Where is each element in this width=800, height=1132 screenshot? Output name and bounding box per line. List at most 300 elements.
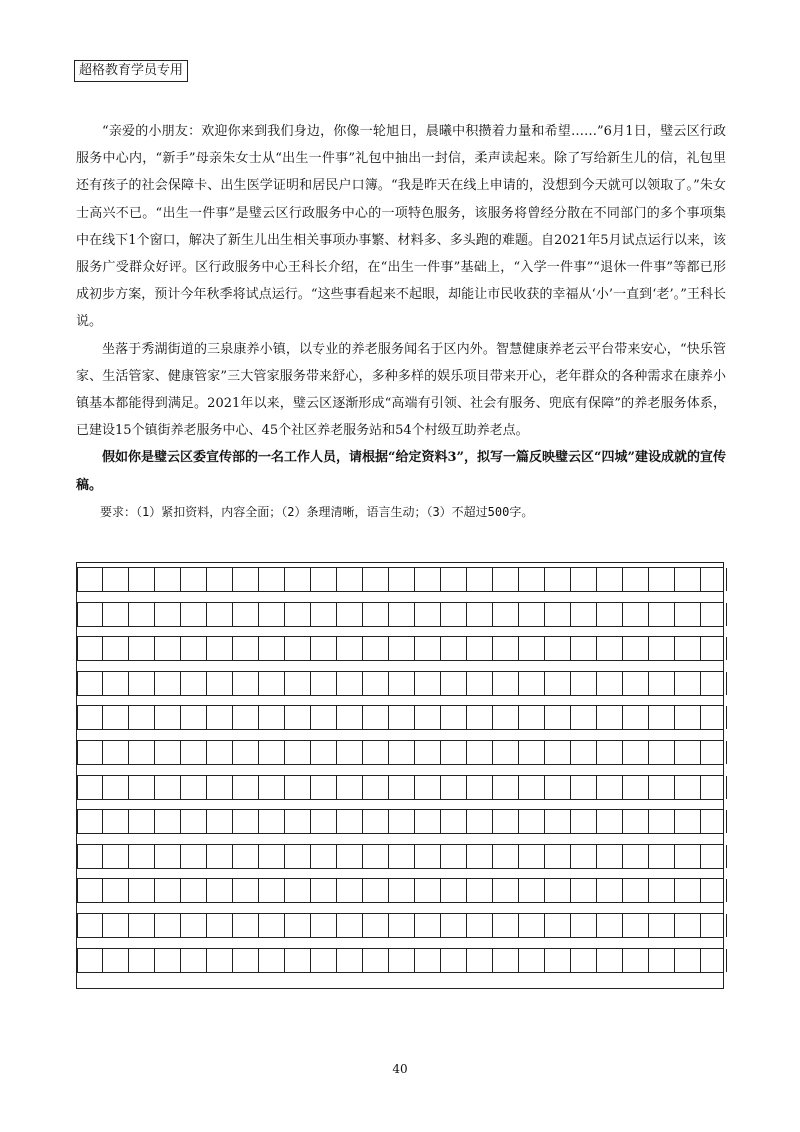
grid-cell[interactable] — [545, 568, 571, 591]
grid-cell[interactable] — [701, 741, 727, 764]
grid-cell[interactable] — [363, 706, 389, 729]
grid-cell[interactable] — [493, 568, 519, 591]
grid-cell[interactable] — [675, 568, 701, 591]
grid-cell[interactable] — [519, 637, 545, 660]
grid-cell[interactable] — [649, 568, 675, 591]
grid-cell[interactable] — [519, 672, 545, 695]
grid-cell[interactable] — [415, 914, 441, 937]
grid-cell[interactable] — [285, 914, 311, 937]
grid-cell[interactable] — [233, 706, 259, 729]
grid-cell[interactable] — [441, 672, 467, 695]
grid-cell[interactable] — [181, 706, 207, 729]
grid-cell[interactable] — [467, 879, 493, 902]
grid-cell[interactable] — [649, 845, 675, 868]
grid-cell[interactable] — [623, 637, 649, 660]
grid-cell[interactable] — [467, 603, 493, 626]
grid-cell[interactable] — [649, 706, 675, 729]
grid-cell[interactable] — [675, 706, 701, 729]
grid-cell[interactable] — [623, 810, 649, 833]
grid-cell[interactable] — [363, 879, 389, 902]
grid-cell[interactable] — [597, 672, 623, 695]
grid-cell[interactable] — [493, 603, 519, 626]
grid-cell[interactable] — [181, 568, 207, 591]
grid-cell[interactable] — [623, 672, 649, 695]
grid-cell[interactable] — [389, 741, 415, 764]
grid-cell[interactable] — [519, 603, 545, 626]
grid-cell[interactable] — [311, 845, 337, 868]
grid-cell[interactable] — [571, 845, 597, 868]
grid-cell[interactable] — [623, 879, 649, 902]
grid-cell[interactable] — [675, 949, 701, 972]
grid-cell[interactable] — [389, 845, 415, 868]
grid-cell[interactable] — [675, 741, 701, 764]
grid-cell[interactable] — [311, 741, 337, 764]
grid-cell[interactable] — [155, 637, 181, 660]
grid-cell[interactable] — [415, 603, 441, 626]
grid-cell[interactable] — [701, 845, 727, 868]
grid-cell[interactable] — [389, 879, 415, 902]
grid-cell[interactable] — [103, 879, 129, 902]
grid-cell[interactable] — [207, 845, 233, 868]
grid-cell[interactable] — [259, 879, 285, 902]
grid-cell[interactable] — [649, 741, 675, 764]
grid-cell[interactable] — [701, 879, 727, 902]
grid-cell[interactable] — [103, 603, 129, 626]
grid-cell[interactable] — [493, 879, 519, 902]
grid-cell[interactable] — [129, 914, 155, 937]
grid-cell[interactable] — [129, 568, 155, 591]
grid-cell[interactable] — [545, 741, 571, 764]
grid-cell[interactable] — [415, 672, 441, 695]
grid-cell[interactable] — [233, 810, 259, 833]
grid-cell[interactable] — [623, 845, 649, 868]
grid-cell[interactable] — [649, 949, 675, 972]
grid-cell[interactable] — [441, 603, 467, 626]
grid-cell[interactable] — [545, 603, 571, 626]
grid-cell[interactable] — [259, 568, 285, 591]
grid-cell[interactable] — [415, 741, 441, 764]
grid-cell[interactable] — [623, 568, 649, 591]
grid-cell[interactable] — [545, 949, 571, 972]
grid-cell[interactable] — [519, 810, 545, 833]
grid-cell[interactable] — [259, 706, 285, 729]
grid-cell[interactable] — [415, 637, 441, 660]
grid-cell[interactable] — [389, 637, 415, 660]
answer-grid[interactable] — [76, 562, 724, 989]
grid-cell[interactable] — [519, 949, 545, 972]
grid-cell[interactable] — [207, 879, 233, 902]
grid-cell[interactable] — [363, 603, 389, 626]
grid-cell[interactable] — [675, 672, 701, 695]
grid-cell[interactable] — [285, 879, 311, 902]
grid-cell[interactable] — [155, 879, 181, 902]
grid-cell[interactable] — [155, 776, 181, 799]
grid-cell[interactable] — [181, 879, 207, 902]
grid-cell[interactable] — [701, 637, 727, 660]
grid-cell[interactable] — [233, 637, 259, 660]
grid-cell[interactable] — [77, 810, 103, 833]
grid-cell[interactable] — [129, 672, 155, 695]
grid-cell[interactable] — [207, 672, 233, 695]
grid-cell[interactable] — [129, 603, 155, 626]
grid-cell[interactable] — [77, 845, 103, 868]
grid-cell[interactable] — [77, 776, 103, 799]
grid-cell[interactable] — [649, 914, 675, 937]
grid-cell[interactable] — [545, 637, 571, 660]
grid-cell[interactable] — [259, 637, 285, 660]
grid-cell[interactable] — [77, 914, 103, 937]
grid-cell[interactable] — [311, 879, 337, 902]
grid-cell[interactable] — [311, 603, 337, 626]
grid-cell[interactable] — [181, 603, 207, 626]
grid-cell[interactable] — [337, 879, 363, 902]
grid-cell[interactable] — [77, 637, 103, 660]
grid-cell[interactable] — [155, 741, 181, 764]
grid-cell[interactable] — [389, 810, 415, 833]
grid-cell[interactable] — [649, 603, 675, 626]
grid-cell[interactable] — [285, 810, 311, 833]
grid-cell[interactable] — [623, 776, 649, 799]
grid-cell[interactable] — [467, 914, 493, 937]
grid-cell[interactable] — [389, 949, 415, 972]
grid-cell[interactable] — [545, 776, 571, 799]
grid-cell[interactable] — [155, 672, 181, 695]
grid-cell[interactable] — [259, 810, 285, 833]
grid-cell[interactable] — [103, 672, 129, 695]
grid-cell[interactable] — [311, 672, 337, 695]
grid-cell[interactable] — [77, 568, 103, 591]
grid-cell[interactable] — [233, 914, 259, 937]
grid-cell[interactable] — [571, 603, 597, 626]
grid-cell[interactable] — [129, 706, 155, 729]
grid-cell[interactable] — [701, 810, 727, 833]
grid-cell[interactable] — [363, 568, 389, 591]
grid-cell[interactable] — [545, 845, 571, 868]
grid-cell[interactable] — [207, 568, 233, 591]
grid-cell[interactable] — [207, 776, 233, 799]
grid-cell[interactable] — [441, 810, 467, 833]
grid-cell[interactable] — [467, 810, 493, 833]
grid-cell[interactable] — [233, 845, 259, 868]
grid-cell[interactable] — [285, 672, 311, 695]
grid-cell[interactable] — [103, 810, 129, 833]
grid-cell[interactable] — [207, 637, 233, 660]
grid-cell[interactable] — [77, 672, 103, 695]
grid-cell[interactable] — [389, 568, 415, 591]
grid-cell[interactable] — [571, 949, 597, 972]
grid-cell[interactable] — [519, 879, 545, 902]
grid-cell[interactable] — [415, 879, 441, 902]
grid-cell[interactable] — [285, 776, 311, 799]
grid-cell[interactable] — [493, 914, 519, 937]
grid-cell[interactable] — [77, 949, 103, 972]
grid-cell[interactable] — [597, 637, 623, 660]
grid-cell[interactable] — [285, 949, 311, 972]
grid-cell[interactable] — [337, 845, 363, 868]
grid-cell[interactable] — [519, 845, 545, 868]
grid-cell[interactable] — [571, 568, 597, 591]
grid-cell[interactable] — [77, 603, 103, 626]
grid-cell[interactable] — [103, 706, 129, 729]
grid-cell[interactable] — [103, 949, 129, 972]
grid-cell[interactable] — [285, 845, 311, 868]
grid-cell[interactable] — [103, 845, 129, 868]
grid-cell[interactable] — [337, 949, 363, 972]
grid-cell[interactable] — [467, 949, 493, 972]
grid-cell[interactable] — [389, 672, 415, 695]
grid-cell[interactable] — [337, 672, 363, 695]
grid-cell[interactable] — [337, 741, 363, 764]
grid-cell[interactable] — [545, 914, 571, 937]
grid-cell[interactable] — [597, 845, 623, 868]
grid-cell[interactable] — [467, 637, 493, 660]
grid-cell[interactable] — [311, 568, 337, 591]
grid-cell[interactable] — [363, 672, 389, 695]
grid-cell[interactable] — [415, 776, 441, 799]
grid-cell[interactable] — [675, 637, 701, 660]
grid-cell[interactable] — [467, 776, 493, 799]
grid-cell[interactable] — [545, 810, 571, 833]
grid-cell[interactable] — [207, 603, 233, 626]
grid-cell[interactable] — [129, 845, 155, 868]
grid-cell[interactable] — [597, 741, 623, 764]
grid-cell[interactable] — [675, 603, 701, 626]
grid-cell[interactable] — [155, 706, 181, 729]
grid-cell[interactable] — [571, 672, 597, 695]
grid-cell[interactable] — [181, 914, 207, 937]
grid-cell[interactable] — [155, 949, 181, 972]
grid-cell[interactable] — [597, 914, 623, 937]
grid-cell[interactable] — [493, 845, 519, 868]
grid-cell[interactable] — [363, 914, 389, 937]
grid-cell[interactable] — [571, 706, 597, 729]
grid-cell[interactable] — [233, 949, 259, 972]
grid-cell[interactable] — [493, 810, 519, 833]
grid-cell[interactable] — [207, 914, 233, 937]
grid-cell[interactable] — [181, 672, 207, 695]
grid-cell[interactable] — [623, 706, 649, 729]
grid-cell[interactable] — [493, 672, 519, 695]
grid-cell[interactable] — [701, 568, 727, 591]
grid-cell[interactable] — [155, 914, 181, 937]
grid-cell[interactable] — [337, 776, 363, 799]
grid-cell[interactable] — [129, 810, 155, 833]
grid-cell[interactable] — [337, 603, 363, 626]
grid-cell[interactable] — [649, 672, 675, 695]
grid-cell[interactable] — [77, 879, 103, 902]
grid-cell[interactable] — [571, 810, 597, 833]
grid-cell[interactable] — [493, 637, 519, 660]
grid-cell[interactable] — [675, 776, 701, 799]
grid-cell[interactable] — [311, 949, 337, 972]
grid-cell[interactable] — [285, 706, 311, 729]
grid-cell[interactable] — [493, 949, 519, 972]
grid-cell[interactable] — [155, 810, 181, 833]
grid-cell[interactable] — [103, 741, 129, 764]
grid-cell[interactable] — [337, 568, 363, 591]
grid-cell[interactable] — [467, 845, 493, 868]
grid-cell[interactable] — [675, 845, 701, 868]
grid-cell[interactable] — [493, 706, 519, 729]
grid-cell[interactable] — [649, 810, 675, 833]
grid-cell[interactable] — [701, 914, 727, 937]
grid-cell[interactable] — [467, 568, 493, 591]
grid-cell[interactable] — [389, 914, 415, 937]
grid-cell[interactable] — [701, 603, 727, 626]
grid-cell[interactable] — [285, 741, 311, 764]
grid-cell[interactable] — [519, 741, 545, 764]
grid-cell[interactable] — [441, 568, 467, 591]
grid-cell[interactable] — [129, 949, 155, 972]
grid-cell[interactable] — [701, 706, 727, 729]
grid-cell[interactable] — [623, 949, 649, 972]
grid-cell[interactable] — [77, 741, 103, 764]
grid-cell[interactable] — [493, 776, 519, 799]
grid-cell[interactable] — [441, 637, 467, 660]
grid-cell[interactable] — [441, 949, 467, 972]
grid-cell[interactable] — [285, 637, 311, 660]
grid-cell[interactable] — [519, 776, 545, 799]
grid-cell[interactable] — [675, 914, 701, 937]
grid-cell[interactable] — [103, 637, 129, 660]
grid-cell[interactable] — [311, 810, 337, 833]
grid-cell[interactable] — [259, 776, 285, 799]
grid-cell[interactable] — [441, 776, 467, 799]
grid-cell[interactable] — [441, 914, 467, 937]
grid-cell[interactable] — [259, 949, 285, 972]
grid-cell[interactable] — [363, 776, 389, 799]
grid-cell[interactable] — [415, 706, 441, 729]
grid-cell[interactable] — [311, 776, 337, 799]
grid-cell[interactable] — [259, 741, 285, 764]
grid-cell[interactable] — [103, 776, 129, 799]
grid-cell[interactable] — [597, 949, 623, 972]
grid-cell[interactable] — [155, 568, 181, 591]
grid-cell[interactable] — [545, 706, 571, 729]
grid-cell[interactable] — [623, 603, 649, 626]
grid-cell[interactable] — [207, 706, 233, 729]
grid-cell[interactable] — [441, 741, 467, 764]
grid-cell[interactable] — [207, 810, 233, 833]
grid-cell[interactable] — [545, 879, 571, 902]
grid-cell[interactable] — [701, 776, 727, 799]
grid-cell[interactable] — [389, 706, 415, 729]
grid-cell[interactable] — [623, 914, 649, 937]
grid-cell[interactable] — [519, 568, 545, 591]
grid-cell[interactable] — [571, 879, 597, 902]
grid-cell[interactable] — [363, 845, 389, 868]
grid-cell[interactable] — [129, 776, 155, 799]
grid-cell[interactable] — [467, 741, 493, 764]
grid-cell[interactable] — [181, 810, 207, 833]
grid-cell[interactable] — [259, 845, 285, 868]
grid-cell[interactable] — [389, 776, 415, 799]
grid-cell[interactable] — [597, 568, 623, 591]
grid-cell[interactable] — [467, 672, 493, 695]
grid-cell[interactable] — [623, 741, 649, 764]
grid-cell[interactable] — [233, 741, 259, 764]
grid-cell[interactable] — [103, 914, 129, 937]
grid-cell[interactable] — [233, 603, 259, 626]
grid-cell[interactable] — [597, 879, 623, 902]
grid-cell[interactable] — [701, 672, 727, 695]
grid-cell[interactable] — [129, 741, 155, 764]
grid-cell[interactable] — [441, 845, 467, 868]
grid-cell[interactable] — [649, 637, 675, 660]
grid-cell[interactable] — [233, 879, 259, 902]
grid-cell[interactable] — [571, 914, 597, 937]
grid-cell[interactable] — [181, 637, 207, 660]
grid-cell[interactable] — [77, 706, 103, 729]
grid-cell[interactable] — [207, 949, 233, 972]
grid-cell[interactable] — [233, 568, 259, 591]
grid-cell[interactable] — [597, 776, 623, 799]
grid-cell[interactable] — [415, 949, 441, 972]
grid-cell[interactable] — [597, 706, 623, 729]
grid-cell[interactable] — [649, 879, 675, 902]
grid-cell[interactable] — [675, 810, 701, 833]
grid-cell[interactable] — [311, 914, 337, 937]
grid-cell[interactable] — [181, 776, 207, 799]
grid-cell[interactable] — [233, 672, 259, 695]
grid-cell[interactable] — [155, 845, 181, 868]
grid-cell[interactable] — [259, 603, 285, 626]
grid-cell[interactable] — [415, 568, 441, 591]
grid-cell[interactable] — [649, 776, 675, 799]
grid-cell[interactable] — [467, 706, 493, 729]
grid-cell[interactable] — [389, 603, 415, 626]
grid-cell[interactable] — [129, 637, 155, 660]
grid-cell[interactable] — [571, 637, 597, 660]
grid-cell[interactable] — [181, 845, 207, 868]
grid-cell[interactable] — [597, 810, 623, 833]
grid-cell[interactable] — [181, 949, 207, 972]
grid-cell[interactable] — [363, 949, 389, 972]
grid-cell[interactable] — [103, 568, 129, 591]
grid-cell[interactable] — [337, 914, 363, 937]
grid-cell[interactable] — [571, 741, 597, 764]
grid-cell[interactable] — [363, 637, 389, 660]
grid-cell[interactable] — [259, 914, 285, 937]
grid-cell[interactable] — [285, 603, 311, 626]
grid-cell[interactable] — [337, 637, 363, 660]
grid-cell[interactable] — [415, 810, 441, 833]
grid-cell[interactable] — [519, 914, 545, 937]
grid-cell[interactable] — [311, 706, 337, 729]
grid-cell[interactable] — [597, 603, 623, 626]
grid-cell[interactable] — [207, 741, 233, 764]
grid-cell[interactable] — [675, 879, 701, 902]
grid-cell[interactable] — [519, 706, 545, 729]
grid-cell[interactable] — [545, 672, 571, 695]
grid-cell[interactable] — [337, 706, 363, 729]
grid-cell[interactable] — [441, 879, 467, 902]
grid-cell[interactable] — [363, 741, 389, 764]
grid-cell[interactable] — [571, 776, 597, 799]
grid-cell[interactable] — [155, 603, 181, 626]
grid-cell[interactable] — [181, 741, 207, 764]
grid-cell[interactable] — [701, 949, 727, 972]
grid-cell[interactable] — [259, 672, 285, 695]
grid-cell[interactable] — [493, 741, 519, 764]
grid-cell[interactable] — [415, 845, 441, 868]
grid-cell[interactable] — [129, 879, 155, 902]
grid-cell[interactable] — [233, 776, 259, 799]
grid-cell[interactable] — [441, 706, 467, 729]
grid-cell[interactable] — [363, 810, 389, 833]
grid-cell[interactable] — [337, 810, 363, 833]
grid-cell[interactable] — [285, 568, 311, 591]
